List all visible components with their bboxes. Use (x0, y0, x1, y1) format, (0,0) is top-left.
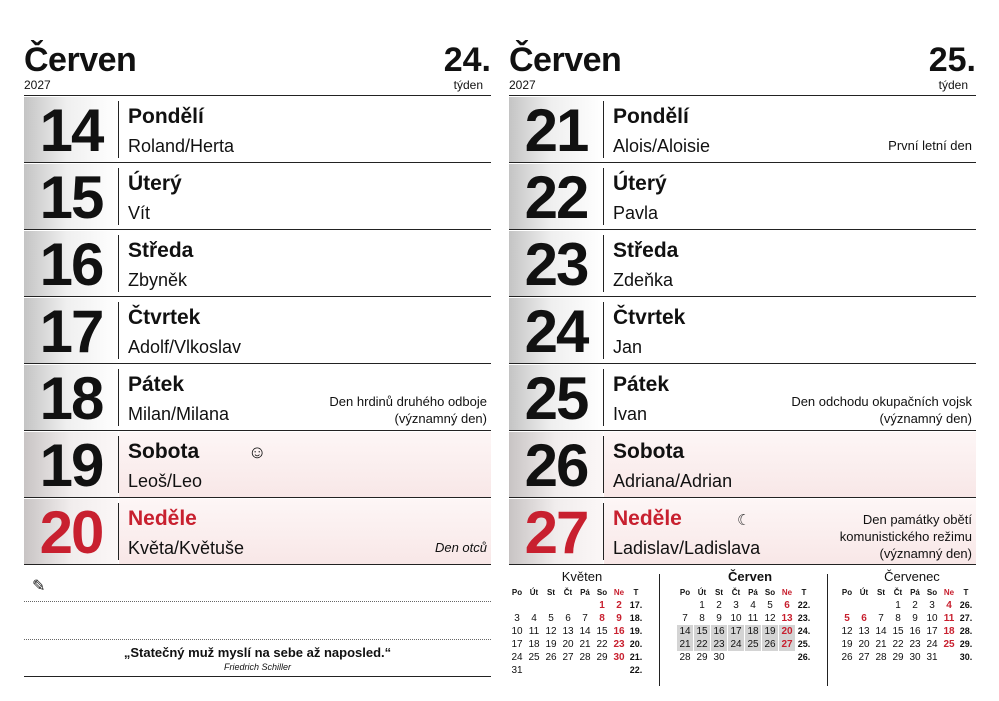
date-cell: 15 (694, 625, 710, 638)
date-cell: 2 (912, 600, 918, 611)
nameday: Alois/Aloisie (613, 136, 711, 156)
date-cell: 3 (929, 600, 935, 611)
nameday: Leoš/Leo (128, 471, 203, 491)
date-cell: 14 (579, 626, 591, 637)
date-cell: 9 (616, 613, 622, 624)
weekday-header: T (963, 588, 969, 597)
date-cell: 30 (909, 652, 921, 663)
day-note: Den otců (434, 540, 487, 555)
weekday-header: So (764, 588, 776, 597)
week-number-cell: 26. (797, 652, 811, 662)
date-cell: 18 (528, 639, 540, 650)
day-row (24, 97, 491, 163)
day-number: 21 (524, 97, 588, 164)
date-cell: 12 (841, 626, 853, 637)
day-number: 26 (524, 432, 588, 499)
date-cell: 8 (895, 613, 901, 624)
weekday-header: Po (679, 588, 691, 597)
date-cell: 29 (892, 652, 904, 663)
day-name: Pondělí (128, 105, 204, 128)
month-title: Červen (24, 41, 137, 79)
nameday: Květa/Květuše (128, 538, 245, 558)
date-cell: 30 (713, 652, 725, 663)
day-number: 27 (524, 499, 588, 566)
weekday-header: Pá (910, 588, 920, 597)
weekday-header: Út (697, 588, 707, 597)
date-cell: 9 (912, 613, 918, 624)
day-divider (118, 436, 119, 493)
mini-calendar-title: Červenec (884, 569, 940, 584)
day-note: Den odchodu okupačních vojsk (významný den) (791, 394, 972, 426)
week-number-cell: 20. (629, 639, 643, 649)
day-number-box (509, 499, 603, 564)
quote-author: Friedrich Schiller (223, 662, 292, 672)
date-cell: 3 (733, 600, 739, 611)
day-divider (118, 168, 119, 225)
date-cell: 23 (909, 639, 921, 650)
day-divider (118, 302, 119, 359)
date-cell: 16 (711, 625, 727, 638)
date-cell: 7 (682, 613, 688, 624)
day-divider (603, 101, 604, 158)
weekday-header: Ne (781, 588, 793, 597)
date-cell: 24 (926, 639, 938, 650)
day-number-box (509, 164, 603, 229)
week-number: 24. (443, 41, 491, 79)
right-page (509, 38, 976, 688)
date-cell: 16 (613, 626, 625, 637)
weekday-header: Čt (563, 588, 573, 597)
week-number-cell: 24. (797, 626, 811, 636)
day-note: Den hrdinů druhého odboje (významný den) (329, 394, 487, 426)
nameday: Vít (128, 203, 151, 223)
day-row (24, 298, 491, 364)
nameday: Adolf/Vlkoslav (128, 337, 242, 357)
date-cell: 28 (579, 652, 591, 663)
nameday: Jan (613, 337, 643, 357)
day-row (509, 298, 976, 364)
weekday-header: Út (529, 588, 539, 597)
week-label: týden (453, 78, 483, 92)
day-row (24, 499, 491, 565)
date-cell: 3 (514, 613, 520, 624)
week-number-cell: 19. (629, 626, 643, 636)
date-cell: 10 (730, 613, 742, 624)
day-number: 15 (39, 164, 103, 231)
date-cell: 14 (875, 626, 887, 637)
weekday-header: Po (841, 588, 853, 597)
date-cell: 12 (545, 626, 557, 637)
day-row (509, 432, 976, 498)
mini-calendar-title: Červen (727, 569, 773, 584)
day-number-box (509, 97, 603, 162)
date-cell: 19 (841, 639, 853, 650)
date-cell: 24 (511, 652, 523, 663)
date-cell: 25 (943, 639, 955, 650)
nameday: Adriana/Adrian (613, 471, 733, 491)
week-number-cell: 18. (629, 613, 643, 623)
year-label: 2027 (24, 78, 51, 92)
day-row (24, 365, 491, 431)
day-row (509, 499, 976, 565)
day-number: 14 (39, 97, 103, 164)
day-divider (118, 503, 119, 560)
smiley-icon: ☺ (248, 442, 267, 462)
day-row (509, 164, 976, 230)
day-number-box (24, 231, 118, 296)
nameday: Zbyněk (128, 270, 188, 290)
day-divider (118, 369, 119, 426)
day-note: První letní den (888, 138, 972, 153)
date-cell: 22 (694, 638, 710, 651)
week-number-cell: 30. (959, 652, 973, 662)
mini-calendar-divider (659, 574, 660, 686)
day-row (509, 97, 976, 163)
week-number-cell: 17. (629, 600, 643, 610)
weekday-header: Pá (580, 588, 590, 597)
day-note: Den památky obětí komunistického režimu (významný den) (839, 512, 972, 561)
day-divider (603, 436, 604, 493)
date-cell: 25 (528, 652, 540, 663)
week-number-cell: 29. (959, 639, 973, 649)
date-cell: 18 (943, 626, 955, 637)
day-number-box (24, 164, 118, 229)
date-cell: 6 (861, 613, 867, 624)
date-cell: 1 (895, 600, 901, 611)
date-cell: 11 (747, 613, 759, 624)
date-cell: 4 (531, 613, 537, 624)
date-cell: 24 (728, 638, 744, 651)
week-label: týden (938, 78, 968, 92)
quote-text: „Statečný muž myslí na sebe až naposled.“ (123, 645, 392, 660)
nameday: Roland/Herta (128, 136, 235, 156)
left-page (24, 38, 491, 688)
date-cell: 23 (613, 639, 625, 650)
date-cell: 20 (858, 639, 870, 650)
weekday-header: St (715, 588, 723, 597)
weekday-header: Ne (943, 588, 955, 597)
date-cell: 4 (946, 600, 952, 611)
date-cell: 30 (613, 652, 625, 663)
date-cell: 31 (926, 652, 938, 663)
nameday: Ladislav/Ladislava (613, 538, 761, 558)
date-cell: 10 (926, 613, 938, 624)
weekday-header: T (801, 588, 807, 597)
date-cell: 28 (679, 652, 691, 663)
week-number-cell: 23. (797, 613, 811, 623)
day-number-box (24, 97, 118, 162)
week-number-cell: 21. (629, 652, 643, 662)
day-name: Pátek (128, 373, 185, 396)
date-cell: 11 (528, 626, 540, 637)
day-row (509, 231, 976, 297)
date-cell: 19 (762, 625, 778, 638)
date-cell: 22 (596, 639, 608, 650)
day-row (509, 365, 976, 431)
day-name: Pátek (613, 373, 670, 396)
date-cell: 2 (616, 600, 622, 611)
day-name: Sobota (613, 440, 685, 463)
day-number: 23 (524, 231, 588, 298)
date-cell: 20 (562, 639, 574, 650)
day-number: 18 (39, 365, 103, 432)
date-cell: 8 (699, 613, 705, 624)
date-cell: 27 (779, 638, 795, 651)
week-number-cell: 26. (959, 600, 973, 610)
day-number-box (24, 365, 118, 430)
date-cell: 22 (892, 639, 904, 650)
weekday-header: T (633, 588, 639, 597)
date-cell: 1 (699, 600, 705, 611)
date-cell: 29 (696, 652, 708, 663)
date-cell: 14 (677, 625, 693, 638)
day-row (24, 231, 491, 297)
mini-calendar-title: Květen (561, 569, 603, 584)
year-label: 2027 (509, 78, 536, 92)
day-number: 16 (39, 231, 103, 298)
day-number-box (24, 499, 118, 564)
date-cell: 17 (511, 639, 523, 650)
day-row (24, 164, 491, 230)
day-divider (603, 168, 604, 225)
notes-line (24, 639, 491, 640)
date-cell: 29 (596, 652, 608, 663)
day-name: Neděle (128, 507, 197, 530)
date-cell: 17 (926, 626, 938, 637)
pencil-icon: ✎ (32, 578, 46, 595)
date-cell: 26 (841, 652, 853, 663)
date-cell: 27 (562, 652, 574, 663)
date-cell: 23 (711, 638, 727, 651)
weekday-header: Čt (731, 588, 741, 597)
nameday: Ivan (613, 404, 648, 424)
date-cell: 12 (764, 613, 776, 624)
day-name: Středa (613, 239, 679, 262)
day-name: Úterý (128, 172, 182, 195)
date-cell: 13 (781, 613, 793, 624)
header-divider (509, 95, 976, 96)
day-divider (118, 101, 119, 158)
day-name: Čtvrtek (128, 306, 201, 329)
date-cell: 9 (716, 613, 722, 624)
date-cell: 13 (858, 626, 870, 637)
date-cell: 11 (943, 613, 955, 624)
nameday: Pavla (613, 203, 659, 223)
date-cell: 15 (596, 626, 608, 637)
mini-calendar-divider (827, 574, 828, 686)
day-number: 24 (524, 298, 588, 365)
day-number: 22 (524, 164, 588, 231)
nameday: Zdeňka (613, 270, 674, 290)
date-cell: 17 (728, 625, 744, 638)
day-name: Neděle (613, 507, 682, 530)
week-number-cell: 28. (959, 626, 973, 636)
week-number-cell: 25. (797, 639, 811, 649)
date-cell: 15 (892, 626, 904, 637)
date-cell: 20 (779, 625, 795, 638)
date-cell: 7 (582, 613, 588, 624)
moon-icon: ☾ (737, 512, 751, 529)
date-cell: 16 (909, 626, 921, 637)
week-number-cell: 22. (629, 665, 643, 675)
day-number-box (24, 432, 118, 497)
weekday-header: So (926, 588, 938, 597)
date-cell: 18 (745, 625, 761, 638)
date-cell: 21 (677, 638, 693, 651)
date-cell: 26 (762, 638, 778, 651)
day-divider (603, 302, 604, 359)
date-cell: 8 (599, 613, 605, 624)
weekday-header: Pá (748, 588, 758, 597)
day-number: 25 (524, 365, 588, 432)
weekday-header: St (877, 588, 885, 597)
date-cell: 6 (784, 600, 790, 611)
day-row (24, 432, 491, 498)
date-cell: 27 (858, 652, 870, 663)
date-cell: 28 (875, 652, 887, 663)
day-number: 19 (39, 432, 103, 499)
date-cell: 7 (878, 613, 884, 624)
day-number-box (509, 298, 603, 363)
date-cell: 2 (716, 600, 722, 611)
footer-divider (24, 676, 491, 677)
date-cell: 4 (750, 600, 756, 611)
date-cell: 21 (579, 639, 591, 650)
week-number: 25. (928, 41, 976, 79)
date-cell: 5 (548, 613, 554, 624)
date-cell: 6 (565, 613, 571, 624)
day-number-box (509, 432, 603, 497)
day-number-box (509, 231, 603, 296)
day-number: 20 (39, 499, 103, 566)
date-cell: 10 (511, 626, 523, 637)
date-cell: 21 (875, 639, 887, 650)
date-cell: 25 (745, 638, 761, 651)
weekday-header: Ne (613, 588, 625, 597)
day-number: 17 (39, 298, 103, 365)
day-divider (603, 369, 604, 426)
day-divider (603, 503, 604, 560)
date-cell: 31 (511, 665, 523, 676)
weekday-header: Út (859, 588, 869, 597)
weekday-header: Po (511, 588, 523, 597)
day-name: Středa (128, 239, 194, 262)
nameday: Milan/Milana (128, 404, 230, 424)
date-cell: 5 (767, 600, 773, 611)
day-divider (118, 235, 119, 292)
weekday-header: Čt (893, 588, 903, 597)
date-cell: 1 (599, 600, 605, 611)
day-name: Pondělí (613, 105, 689, 128)
weekday-header: St (547, 588, 555, 597)
weekday-header: So (596, 588, 608, 597)
week-number-cell: 27. (959, 613, 973, 623)
header-divider (24, 95, 491, 96)
day-number-box (24, 298, 118, 363)
date-cell: 19 (545, 639, 557, 650)
day-name: Sobota (128, 440, 200, 463)
notes-line (24, 601, 491, 602)
date-cell: 13 (562, 626, 574, 637)
date-cell: 26 (545, 652, 557, 663)
day-name: Úterý (613, 172, 667, 195)
date-cell: 5 (844, 613, 850, 624)
week-number-cell: 22. (797, 600, 811, 610)
day-number-box (509, 365, 603, 430)
day-name: Čtvrtek (613, 306, 686, 329)
month-title: Červen (509, 41, 622, 79)
day-divider (603, 235, 604, 292)
